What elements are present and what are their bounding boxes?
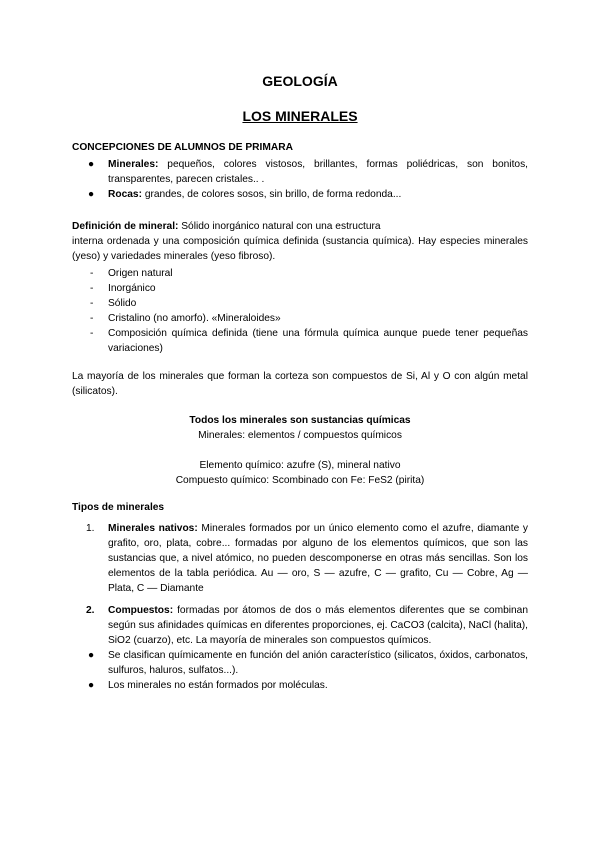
- substances-line2: Elemento químico: azufre (S), mineral nativo: [199, 460, 401, 471]
- item-text: Se clasifican químicamente en función del anión característico (silicatos, óxidos, carbonatos, sulfuros, haluros, sulfatos...).: [108, 650, 528, 676]
- dash-marker: -: [90, 268, 94, 279]
- types-numbered-list: [72, 521, 528, 648]
- substances-line3: Compuesto químico: Scombinado con Fe: FeS2 (pirita): [175, 475, 425, 486]
- conceptions-heading: CONCEPCIONES DE ALUMNOS DE PRIMARA: [72, 142, 293, 153]
- term: Minerales:: [108, 159, 159, 170]
- bullet-icon: ●: [88, 650, 95, 661]
- bullet-icon: ●: [88, 159, 95, 170]
- list-item: [72, 678, 528, 693]
- types-section: [72, 500, 528, 693]
- list-item: [72, 648, 528, 678]
- list-item: - Inorgánico: [90, 283, 156, 294]
- definition-line1: Sólido inorgánico natural con una estructura: [178, 221, 381, 232]
- term: Rocas:: [108, 189, 142, 200]
- item-text: formadas por átomos de dos o más elementos diferentes que se combinan según sus afinidades químicas en diferentes proporciones, ej. CaCO3 (calcita), NaCl (halita), SiO2 (cuarzo), etc. La mayoría de minerales son compuestos químicos.: [108, 605, 528, 646]
- list-item: [72, 603, 528, 648]
- document-title: GEOLOGÍA: [262, 73, 338, 89]
- item-text: Minerales formados por un único elemento como el azufre, diamante y grafito, oro, plata, cobre... formadas por alguno de los elementos químicos, que son las sustancias que, a nivel atómico, no pueden descomponerse en otras más sencillas. Son los elementos de la tabla periódica. Au — oro, S — azufre, C — grafito, Cu — Cobre, Ag — Plata, C — Diamante: [108, 523, 529, 594]
- conceptions-list: [72, 157, 528, 202]
- term: Minerales nativos:: [108, 523, 198, 534]
- item-text: grandes, de colores sosos, sin brillo, de forma redonda...: [141, 189, 402, 200]
- conceptions-section: [72, 140, 528, 202]
- list-item: [72, 157, 528, 187]
- bullet-icon: ●: [88, 680, 95, 691]
- bullet-icon: ●: [88, 189, 95, 200]
- term: Compuestos:: [108, 605, 174, 616]
- dash-marker: -: [90, 328, 94, 339]
- dash-marker: -: [90, 313, 94, 324]
- number-marker: 1.: [86, 523, 95, 534]
- types-bullet-list: [72, 648, 528, 693]
- types-heading: Tipos de minerales: [72, 502, 165, 513]
- dash-marker: -: [90, 283, 94, 294]
- substances-section: [72, 413, 528, 488]
- definition-term: Definición de mineral:: [72, 221, 179, 232]
- item-text: Los minerales no están formados por moléculas.: [108, 680, 328, 691]
- list-item: [72, 521, 528, 596]
- document-subtitle: LOS MINERALES: [242, 108, 358, 124]
- item-text: pequeños, colores vistosos, brillantes, formas poliédricas, son bonitos, transparentes, parecen cristales.. .: [108, 159, 528, 185]
- list-item: - Sólido: [90, 298, 137, 309]
- substances-heading: Todos los minerales son sustancias químicas: [189, 415, 411, 426]
- definition-first-line: [72, 219, 528, 234]
- substances-line1: Minerales: elementos / compuestos químicos: [198, 430, 402, 441]
- list-item: - Composición química definida (tiene una fórmula química aunque puede tener pequeñas variaciones): [90, 328, 528, 354]
- definition-list: [72, 266, 528, 356]
- list-item: - Cristalino (no amorfo). «Mineraloides»: [90, 313, 281, 324]
- definition-paragraph: interna ordenada y una composición química definida (sustancia química). Hay especies minerales (yeso) y variedades minerales (yeso fibroso).: [72, 236, 528, 262]
- number-marker: 2.: [86, 605, 95, 616]
- definition-section: [72, 219, 528, 356]
- dash-marker: -: [90, 298, 94, 309]
- list-item: [72, 187, 528, 202]
- crust-paragraph: La mayoría de los minerales que forman la corteza son compuestos de Si, Al y O con algún metal (silicatos).: [72, 371, 528, 397]
- list-item: - Origen natural: [90, 268, 173, 279]
